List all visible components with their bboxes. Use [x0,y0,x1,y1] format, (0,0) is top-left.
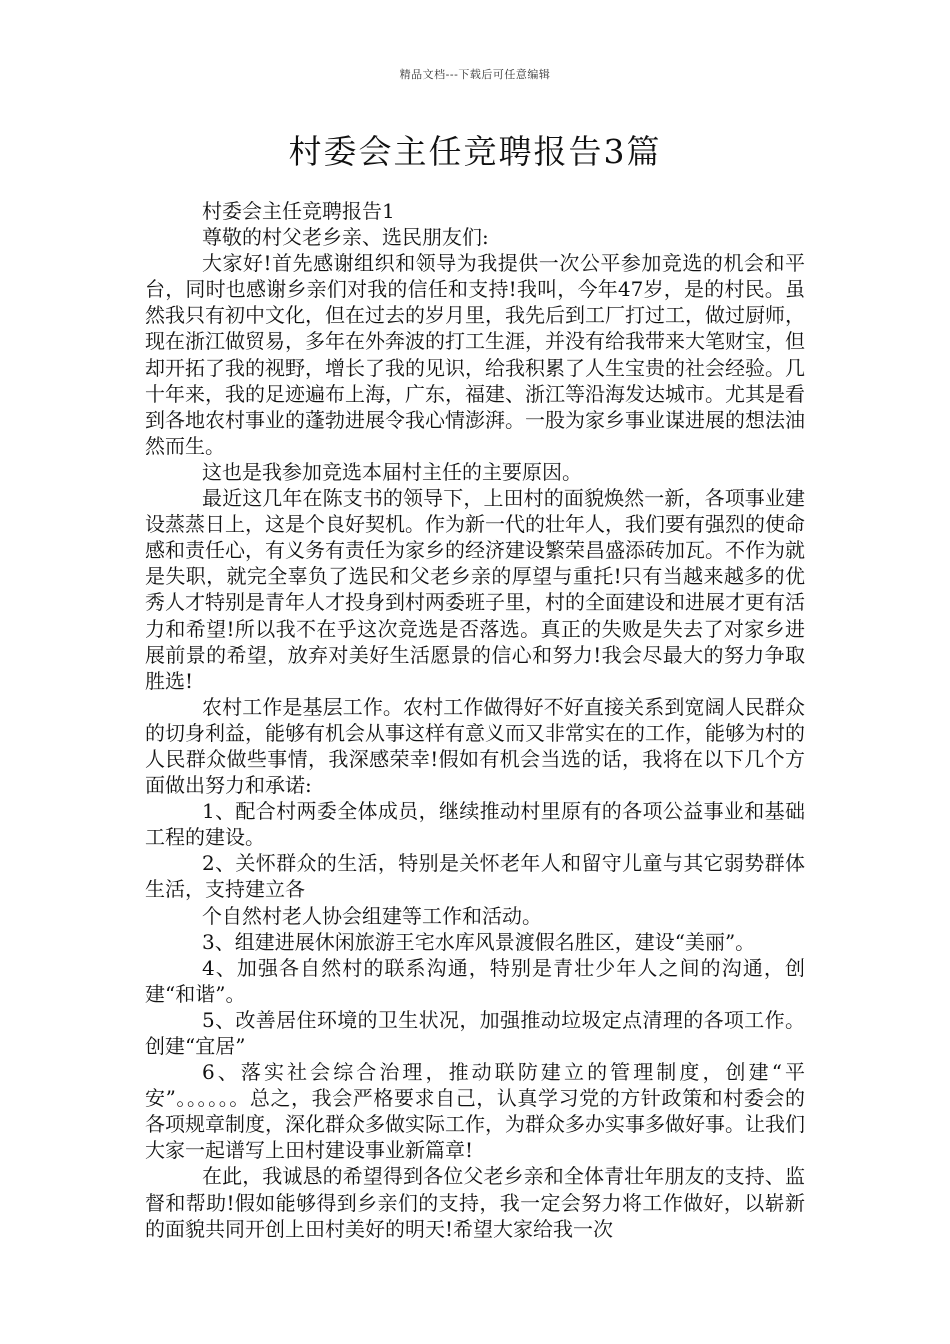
list-item-4: 4、加强各自然村的联系沟通，特别是青壮少年人之间的沟通，创建“和谐”。 [145,955,805,1006]
section-heading: 村委会主任竞聘报告1 [202,199,395,223]
paragraph-commitment: 农村工作是基层工作。农村工作做得好不好直接关系到宽阔人民群众的切身利益，能够有机会从事这样有意义而又非常实在的工作，能够为村的人民群众做些事情，我深感荣幸!假如有机会当选的话，我将在以下几个方面做出努力和承诺: [145,694,805,798]
list-item-2: 2、关怀群众的生活，特别是关怀老年人和留守儿童与其它弱势群体生活，支持建立各 [145,851,805,902]
page-header-note: 精品文档---下载后可任意编辑 [399,68,551,81]
document-title: 村委会主任竞聘报告3篇 [288,132,662,171]
list-item-1: 1、配合村两委全体成员，继续推动村里原有的各项公益事业和基础工程的建设。 [145,799,805,850]
document-body [145,198,805,1242]
paragraph-intro: 大家好!首先感谢组织和领导为我提供一次公平参加竞选的机会和平台，同时也感谢乡亲们对我的信任和支持!我叫，今年47岁，是的村民。虽然我只有初中文化，但在过去的岁月里，我先后到工厂打过工，做过厨师，现在浙江做贸易，多年在外奔波的打工生涯，并没有给我带来大笔财宝，但却开拓了我的视野，增长了我的见识，给我积累了人生宝贵的社会经验。几十年来，我的足迹遍布上海，广东，福建、浙江等沿海发达城市。尤其是看到各地农村事业的蓬勃进展令我心情澎湃。一股为家乡事业谋进展的想法油然而生。 [145,251,805,458]
paragraph-reason: 这也是我参加竞选本届村主任的主要原因。 [202,459,582,484]
list-item-5: 5、改善居住环境的卫生状况，加强推动垃圾定点清理的各项工作。创建“宜居” [145,1007,805,1058]
salutation: 尊敬的村父老乡亲、选民朋友们: [202,225,489,250]
paragraph-motivation: 最近这几年在陈支书的领导下，上田村的面貌焕然一新，各项事业建设蒸蒸日上，这是个良好契机。作为新一代的壮年人，我们要有强烈的使命感和责任心，有义务有责任为家乡的经济建设繁荣昌盛添砖加瓦。不作为就是失职，就完全辜负了选民和父老乡亲的厚望与重托!只有当越来越多的优秀人才特别是青年人才投身到村两委班子里，村的全面建设和进展才更有活力和希望!所以我不在乎这次竞选是否落选。真正的失败是失去了对家乡进展前景的希望，放弃对美好生活愿景的信心和努力!我会尽最大的努力争取胜选! [145,486,805,693]
list-item-2-continued: 个自然村老人协会组建等工作和活动。 [202,903,542,928]
paragraph-closing: 在此，我诚恳的希望得到各位父老乡亲和全体青壮年朋友的支持、监督和帮助!假如能够得到乡亲们的支持，我一定会努力将工作做好，以崭新的面貌共同开创上田村美好的明天!希望大家给我一次 [145,1164,805,1241]
list-item-6: 6、落实社会综合治理，推动联防建立的管理制度，创建“平安”。。。。。。总之，我会严格要求自己，认真学习党的方针政策和村委会的各项规章制度，深化群众多做实际工作，为群众多办实事多做好事。让我们大家一起谱写上田村建设事业新篇章! [145,1060,805,1163]
list-item-3: 3、组建进展休闲旅游王宅水库风景渡假名胜区，建设“美丽”。 [202,929,756,954]
